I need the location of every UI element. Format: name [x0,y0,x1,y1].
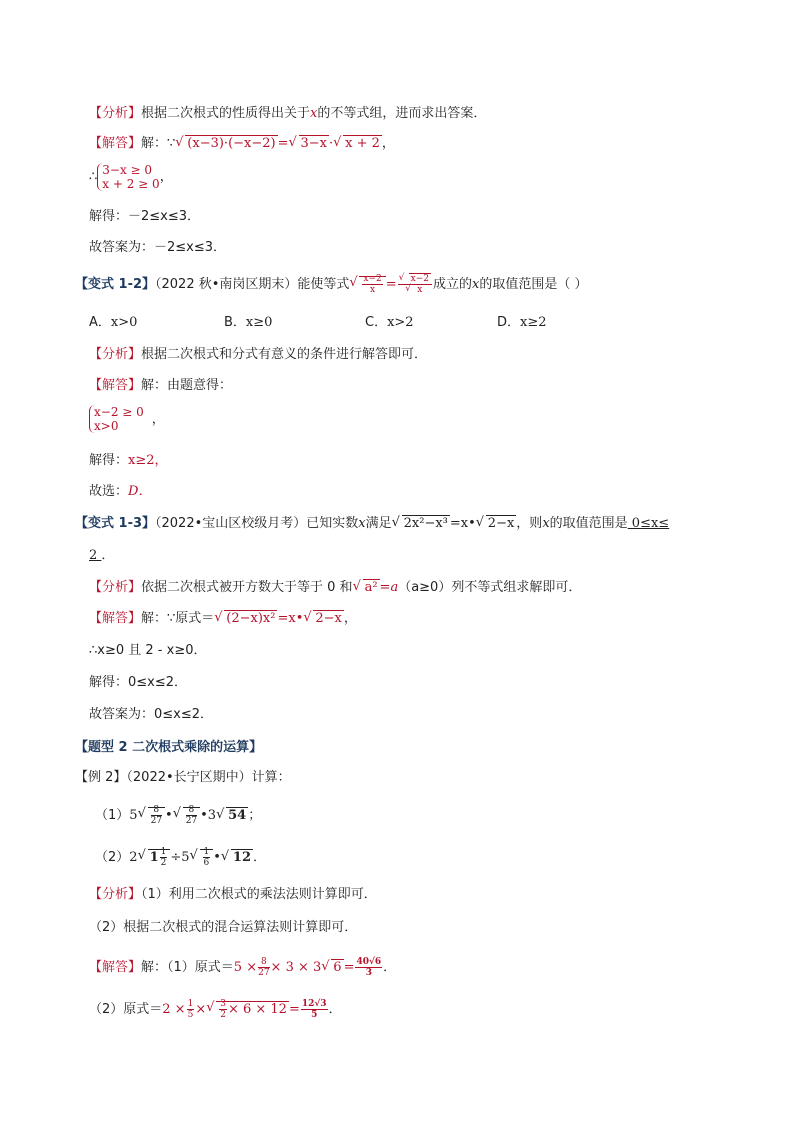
question-1-2: 【变式 1-2】（2022 秋•南岗区期末）能使等式 √ $\frac{x-2}{x}$ = √ x−2 √ x 成立的x的取值范围是（ ） [75,274,588,295]
answer-lead: 解：∵ [141,136,176,151]
final-answer-line-1: 故答案为：－2≤x≤3． [89,240,227,255]
option-d[interactable]: D．x≥2 [497,315,547,330]
radical: √ x + 2 [333,134,382,154]
system-line-1: ∴ 3−x ≥ 0 x + 2 ≥ 0 ， [89,163,173,191]
answer-line-4: 【解答】解：（1）原式＝5 × $\frac{8}{27}$ × 3 × 3√ 6 = $\frac{40√6}{3}$ ． [89,957,396,978]
topic-title: 【题型 2 二次根式乘除的运算】 [75,740,263,755]
analysis-line-4: 【分析】（1）利用二次根式的乘法法则计算即可． [89,887,377,902]
answer-line-1 [89,134,395,154]
problem-1: （1）5 √ $\frac{8}{27}$ • √ $\frac{8}{27}$ •3√ 54 ； [95,805,261,826]
answer-tag: 【解答】 [89,136,142,151]
analysis-line-1 [89,104,486,124]
answer-line-2: 【解答】解：由题意得： [89,378,233,393]
option-a[interactable]: A．x>0 [89,315,138,330]
analysis-line-3: 【分析】依据二次根式被开方数大于等于 0 和√ a² =a（a≥0）列不等式组求解即可． [89,578,581,598]
radical: √ 2−x [476,514,517,534]
equals: = [277,136,289,151]
analysis-text-2: 的不等式组，进而求出答案． [317,106,487,121]
radical: √ (x−3)·(−x−2) [175,134,277,154]
radical: √ 3−x [289,134,330,154]
solve-line-1: 解得：－2≤x≤3． [89,209,201,224]
comma: ， [381,136,395,151]
inequality-system: 3−x ≥ 0 x + 2 ≥ 0 [97,163,159,191]
analysis-line-5: （2）根据二次根式的混合运算法则计算即可． [89,920,358,935]
therefore: ∴ [89,169,98,185]
solve-line-3: 解得：0≤x≤2． [89,675,188,690]
radical: √ 2x²−x³ [392,514,450,534]
radical: √ $\frac{x-2}{x}$ [349,274,385,295]
example-2: 【例 2】（2022•长宁区期中）计算： [75,770,291,785]
answer-line-3: 【解答】解：∵原式＝√ (2−x)x² =x•√ 2−x ， [89,609,357,629]
question-1-3-cont: 2 ． [89,548,115,563]
analysis-var: x [310,106,318,121]
analysis-text: 根据二次根式的性质得出关于 [141,106,311,121]
question-tag: 【变式 1-2】 [75,277,156,292]
condition-line-3: ∴x≥0 且 2 - x≥0． [89,643,207,658]
problem-2: （2）2√ 1 $\frac{1}{2}$ ÷5 √ $\frac{1}{6}$ •√ 12 ． [95,847,266,868]
option-c[interactable]: C．x>2 [365,315,414,330]
answer-blank: 0≤x≤ [627,516,670,531]
inequality-system: x−2 ≥ 0 x>0 [89,405,144,433]
final-answer-line-3: 故答案为：0≤x≤2． [89,707,214,722]
question-1-3: 【变式 1-3】（2022•宝山区校级月考）已知实数x满足√ 2x²−x³ =x•√ 2−x ，则x的取值范围是 0≤x≤ [75,514,669,534]
analysis-line-2: 【分析】根据二次根式和分式有意义的条件进行解答即可． [89,347,428,362]
choice-line-2: 故选：D． [89,484,152,499]
dot: · [329,136,334,151]
analysis-tag: 【分析】 [89,106,142,121]
solve-line-2: 解得：x≥2， [89,453,168,468]
option-b[interactable]: B．x≥0 [224,315,273,330]
system-line-2: x−2 ≥ 0 x>0 ， [89,405,165,433]
answer-line-5: （2）原式＝2 × $\frac{1}{5}$ × √ $\frac{3}{2}$ × 6 × 12 = $\frac{12√3}{5}$ ． [89,999,342,1020]
